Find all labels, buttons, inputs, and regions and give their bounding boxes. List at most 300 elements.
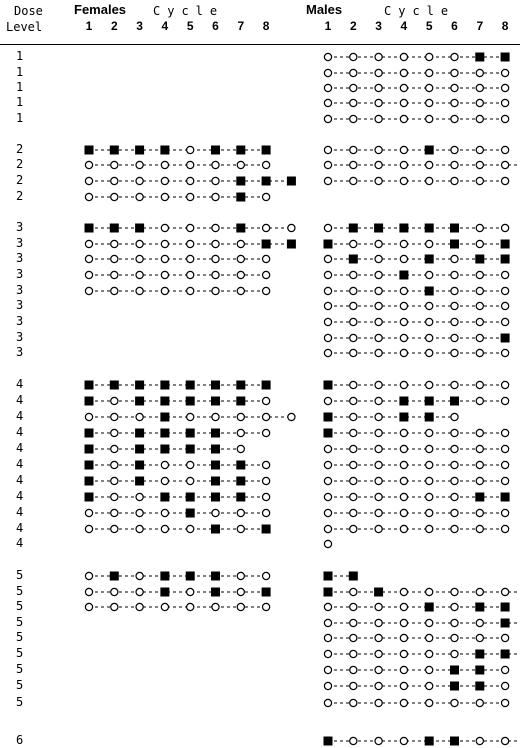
dose-level-value: 4 xyxy=(16,441,24,455)
female-filled-square-mark xyxy=(211,477,220,486)
dose-level-value: 2 xyxy=(16,157,24,171)
male-open-circle-mark xyxy=(375,413,382,420)
male-open-circle-mark xyxy=(324,177,331,184)
male-filled-square-mark xyxy=(475,682,484,691)
female-filled-square-mark xyxy=(85,477,94,486)
male-open-circle-mark xyxy=(350,666,357,673)
male-open-circle-mark xyxy=(400,177,407,184)
male-filled-square-mark xyxy=(425,397,434,406)
male-open-circle-mark xyxy=(324,445,331,452)
male-open-circle-mark xyxy=(476,349,483,356)
female-open-circle-mark xyxy=(187,461,194,468)
male-open-circle-mark xyxy=(426,115,433,122)
male-filled-square-mark xyxy=(475,666,484,675)
male-open-circle-mark xyxy=(426,445,433,452)
male-open-circle-mark xyxy=(502,682,509,689)
male-open-circle-mark xyxy=(400,240,407,247)
female-filled-square-mark xyxy=(85,381,94,390)
male-open-circle-mark xyxy=(451,84,458,91)
dose-level-value: 4 xyxy=(16,425,24,439)
female-open-circle-mark xyxy=(263,397,270,404)
female-filled-square-mark xyxy=(262,588,271,597)
female-filled-square-mark xyxy=(160,445,169,454)
male-open-circle-mark xyxy=(350,84,357,91)
dose-level-value: 3 xyxy=(16,251,24,265)
male-open-circle-mark xyxy=(502,397,509,404)
male-open-circle-mark xyxy=(426,302,433,309)
female-open-circle-mark xyxy=(263,477,270,484)
male-open-circle-mark xyxy=(502,381,509,388)
male-open-circle-mark xyxy=(426,99,433,106)
male-open-circle-mark xyxy=(324,146,331,153)
male-open-circle-mark xyxy=(400,349,407,356)
female-open-circle-mark xyxy=(263,572,270,579)
dose-level-value: 5 xyxy=(16,615,24,629)
female-open-circle-mark xyxy=(136,493,143,500)
male-open-circle-mark xyxy=(451,699,458,706)
male-open-circle-mark xyxy=(426,177,433,184)
males-cycle-number: 8 xyxy=(501,19,509,33)
male-open-circle-mark xyxy=(324,525,331,532)
males-cycle-number: 4 xyxy=(400,19,408,33)
male-filled-square-mark xyxy=(399,271,408,280)
male-open-circle-mark xyxy=(375,603,382,610)
male-open-circle-mark xyxy=(350,445,357,452)
female-open-circle-mark xyxy=(187,477,194,484)
male-open-circle-mark xyxy=(476,84,483,91)
male-filled-square-mark xyxy=(324,413,333,422)
male-open-circle-mark xyxy=(451,493,458,500)
female-filled-square-mark xyxy=(135,146,144,155)
male-open-circle-mark xyxy=(350,240,357,247)
female-open-circle-mark xyxy=(85,177,92,184)
male-open-circle-mark xyxy=(451,588,458,595)
female-open-circle-mark xyxy=(263,224,270,231)
female-open-circle-mark xyxy=(136,161,143,168)
female-open-circle-mark xyxy=(187,525,194,532)
female-filled-square-mark xyxy=(211,572,220,581)
male-open-circle-mark xyxy=(350,53,357,60)
female-open-circle-mark xyxy=(85,193,92,200)
male-open-circle-mark xyxy=(426,525,433,532)
male-open-circle-mark xyxy=(426,334,433,341)
male-open-circle-mark xyxy=(502,477,509,484)
male-open-circle-mark xyxy=(476,161,483,168)
male-open-circle-mark xyxy=(375,397,382,404)
male-open-circle-mark xyxy=(502,318,509,325)
female-filled-square-mark xyxy=(211,146,220,155)
female-open-circle-mark xyxy=(85,525,92,532)
male-open-circle-mark xyxy=(476,271,483,278)
male-open-circle-mark xyxy=(400,619,407,626)
male-open-circle-mark xyxy=(375,429,382,436)
male-open-circle-mark xyxy=(502,287,509,294)
male-open-circle-mark xyxy=(350,493,357,500)
female-open-circle-mark xyxy=(237,509,244,516)
male-open-circle-mark xyxy=(350,461,357,468)
female-open-circle-mark xyxy=(237,287,244,294)
male-open-circle-mark xyxy=(350,477,357,484)
dose-level-value: 3 xyxy=(16,298,24,312)
females-cycle-number: 7 xyxy=(237,19,245,33)
male-open-circle-mark xyxy=(375,445,382,452)
male-open-circle-mark xyxy=(400,525,407,532)
male-open-circle-mark xyxy=(375,682,382,689)
male-open-circle-mark xyxy=(426,509,433,516)
male-open-circle-mark xyxy=(451,525,458,532)
female-open-circle-mark xyxy=(263,161,270,168)
male-open-circle-mark xyxy=(350,682,357,689)
male-open-circle-mark xyxy=(375,334,382,341)
female-filled-square-mark xyxy=(262,381,271,390)
female-open-circle-mark xyxy=(288,224,295,231)
male-open-circle-mark xyxy=(350,99,357,106)
male-open-circle-mark xyxy=(502,84,509,91)
female-open-circle-mark xyxy=(111,445,118,452)
females-cycle-number: 4 xyxy=(161,19,169,33)
male-open-circle-mark xyxy=(502,224,509,231)
male-open-circle-mark xyxy=(451,53,458,60)
male-filled-square-mark xyxy=(450,240,459,249)
male-open-circle-mark xyxy=(426,318,433,325)
male-open-circle-mark xyxy=(375,634,382,641)
male-open-circle-mark xyxy=(476,99,483,106)
female-filled-square-mark xyxy=(160,146,169,155)
male-open-circle-mark xyxy=(502,429,509,436)
female-filled-square-mark xyxy=(135,461,144,470)
male-open-circle-mark xyxy=(350,509,357,516)
female-open-circle-mark xyxy=(161,161,168,168)
dose-level-value: 3 xyxy=(16,330,24,344)
dose-level-value: 6 xyxy=(16,733,24,747)
female-filled-square-mark xyxy=(211,588,220,597)
female-open-circle-mark xyxy=(212,161,219,168)
male-open-circle-mark xyxy=(400,588,407,595)
male-filled-square-mark xyxy=(349,255,358,264)
male-open-circle-mark xyxy=(350,381,357,388)
male-open-circle-mark xyxy=(451,287,458,294)
male-open-circle-mark xyxy=(324,619,331,626)
male-open-circle-mark xyxy=(451,177,458,184)
female-filled-square-mark xyxy=(186,445,195,454)
dose-level-value: 1 xyxy=(16,111,24,125)
males-cycle-number: 5 xyxy=(425,19,433,33)
male-open-circle-mark xyxy=(350,334,357,341)
male-filled-square-mark xyxy=(349,572,358,581)
dose-level-value: 1 xyxy=(16,95,24,109)
male-open-circle-mark xyxy=(324,477,331,484)
male-open-circle-mark xyxy=(502,161,509,168)
female-open-circle-mark xyxy=(212,193,219,200)
male-open-circle-mark xyxy=(476,240,483,247)
males-header: Males xyxy=(306,2,343,17)
male-open-circle-mark xyxy=(476,146,483,153)
dose-level-value: 5 xyxy=(16,599,24,613)
female-filled-square-mark xyxy=(160,397,169,406)
female-open-circle-mark xyxy=(212,413,219,420)
female-open-circle-mark xyxy=(136,603,143,610)
female-open-circle-mark xyxy=(136,287,143,294)
female-filled-square-mark xyxy=(85,397,94,406)
male-filled-square-mark xyxy=(450,397,459,406)
female-open-circle-mark xyxy=(111,255,118,262)
female-open-circle-mark xyxy=(111,271,118,278)
male-open-circle-mark xyxy=(400,634,407,641)
male-open-circle-mark xyxy=(400,381,407,388)
male-open-circle-mark xyxy=(476,334,483,341)
female-open-circle-mark xyxy=(212,177,219,184)
females-cycle-header: Cycle xyxy=(153,4,225,18)
male-open-circle-mark xyxy=(476,69,483,76)
female-filled-square-mark xyxy=(110,381,119,390)
female-open-circle-mark xyxy=(263,429,270,436)
female-filled-square-mark xyxy=(211,381,220,390)
male-open-circle-mark xyxy=(476,115,483,122)
female-open-circle-mark xyxy=(111,477,118,484)
male-open-circle-mark xyxy=(400,445,407,452)
female-open-circle-mark xyxy=(111,413,118,420)
female-open-circle-mark xyxy=(111,461,118,468)
male-open-circle-mark xyxy=(324,318,331,325)
male-open-circle-mark xyxy=(400,302,407,309)
male-open-circle-mark xyxy=(426,461,433,468)
male-open-circle-mark xyxy=(476,177,483,184)
male-open-circle-mark xyxy=(375,349,382,356)
female-open-circle-mark xyxy=(237,603,244,610)
male-open-circle-mark xyxy=(400,84,407,91)
female-open-circle-mark xyxy=(237,429,244,436)
male-open-circle-mark xyxy=(375,255,382,262)
male-filled-square-mark xyxy=(501,619,510,628)
female-open-circle-mark xyxy=(263,271,270,278)
male-open-circle-mark xyxy=(324,271,331,278)
female-filled-square-mark xyxy=(211,445,220,454)
female-filled-square-mark xyxy=(186,397,195,406)
female-open-circle-mark xyxy=(212,287,219,294)
male-open-circle-mark xyxy=(350,429,357,436)
male-open-circle-mark xyxy=(502,349,509,356)
male-open-circle-mark xyxy=(400,699,407,706)
male-open-circle-mark xyxy=(451,161,458,168)
female-open-circle-mark xyxy=(161,193,168,200)
male-open-circle-mark xyxy=(451,381,458,388)
dose-level-value: 5 xyxy=(16,584,24,598)
female-open-circle-mark xyxy=(187,146,194,153)
male-open-circle-mark xyxy=(400,318,407,325)
male-open-circle-mark xyxy=(324,509,331,516)
female-open-circle-mark xyxy=(85,240,92,247)
male-open-circle-mark xyxy=(375,69,382,76)
females-cycle-number: 3 xyxy=(136,19,143,33)
female-filled-square-mark xyxy=(110,224,119,233)
female-filled-square-mark xyxy=(186,381,195,390)
male-open-circle-mark xyxy=(451,445,458,452)
male-filled-square-mark xyxy=(450,737,459,746)
female-filled-square-mark xyxy=(211,429,220,438)
dose-level-value: 4 xyxy=(16,489,24,503)
males-cycle-number: 1 xyxy=(324,19,332,33)
male-open-circle-mark xyxy=(426,53,433,60)
female-open-circle-mark xyxy=(263,255,270,262)
female-open-circle-mark xyxy=(187,224,194,231)
male-filled-square-mark xyxy=(475,493,484,502)
female-open-circle-mark xyxy=(187,603,194,610)
male-open-circle-mark xyxy=(451,318,458,325)
male-open-circle-mark xyxy=(426,650,433,657)
female-open-circle-mark xyxy=(136,525,143,532)
dose-level-value: 2 xyxy=(16,142,24,156)
dose-level-value: 4 xyxy=(16,409,24,423)
dose-level-value: 5 xyxy=(16,662,24,676)
male-open-circle-mark xyxy=(375,146,382,153)
female-open-circle-mark xyxy=(212,224,219,231)
dose-level-value: 2 xyxy=(16,173,24,187)
male-open-circle-mark xyxy=(375,381,382,388)
female-open-circle-mark xyxy=(111,493,118,500)
male-open-circle-mark xyxy=(375,477,382,484)
male-open-circle-mark xyxy=(350,287,357,294)
male-open-circle-mark xyxy=(451,619,458,626)
female-open-circle-mark xyxy=(136,572,143,579)
female-filled-square-mark xyxy=(135,397,144,406)
male-filled-square-mark xyxy=(425,413,434,422)
male-filled-square-mark xyxy=(450,224,459,233)
male-open-circle-mark xyxy=(375,650,382,657)
female-open-circle-mark xyxy=(161,509,168,516)
male-open-circle-mark xyxy=(400,69,407,76)
male-filled-square-mark xyxy=(450,666,459,675)
dose-level-value: 1 xyxy=(16,49,24,63)
female-filled-square-mark xyxy=(85,445,94,454)
male-open-circle-mark xyxy=(426,634,433,641)
dose-level-value: 3 xyxy=(16,314,24,328)
female-filled-square-mark xyxy=(211,525,220,534)
male-open-circle-mark xyxy=(426,699,433,706)
female-filled-square-mark xyxy=(236,193,245,202)
male-open-circle-mark xyxy=(400,666,407,673)
male-open-circle-mark xyxy=(350,161,357,168)
male-open-circle-mark xyxy=(426,381,433,388)
female-filled-square-mark xyxy=(110,572,119,581)
male-filled-square-mark xyxy=(324,572,333,581)
female-open-circle-mark xyxy=(237,413,244,420)
male-open-circle-mark xyxy=(476,318,483,325)
female-open-circle-mark xyxy=(136,588,143,595)
female-open-circle-mark xyxy=(111,177,118,184)
male-open-circle-mark xyxy=(375,619,382,626)
female-filled-square-mark xyxy=(110,146,119,155)
dose-level-value: 5 xyxy=(16,646,24,660)
female-open-circle-mark xyxy=(187,255,194,262)
female-filled-square-mark xyxy=(160,588,169,597)
male-filled-square-mark xyxy=(425,603,434,612)
male-open-circle-mark xyxy=(502,525,509,532)
male-filled-square-mark xyxy=(501,53,510,62)
female-filled-square-mark xyxy=(236,493,245,502)
male-open-circle-mark xyxy=(502,588,509,595)
male-open-circle-mark xyxy=(426,161,433,168)
male-filled-square-mark xyxy=(501,650,510,659)
male-open-circle-mark xyxy=(502,699,509,706)
female-open-circle-mark xyxy=(187,287,194,294)
male-open-circle-mark xyxy=(375,177,382,184)
male-open-circle-mark xyxy=(350,397,357,404)
female-filled-square-mark xyxy=(135,429,144,438)
male-open-circle-mark xyxy=(502,271,509,278)
female-open-circle-mark xyxy=(136,255,143,262)
female-open-circle-mark xyxy=(136,413,143,420)
male-open-circle-mark xyxy=(400,493,407,500)
male-filled-square-mark xyxy=(501,493,510,502)
male-open-circle-mark xyxy=(451,650,458,657)
male-filled-square-mark xyxy=(425,255,434,264)
female-open-circle-mark xyxy=(212,271,219,278)
female-open-circle-mark xyxy=(288,413,295,420)
male-open-circle-mark xyxy=(324,397,331,404)
female-open-circle-mark xyxy=(187,588,194,595)
male-open-circle-mark xyxy=(324,461,331,468)
male-open-circle-mark xyxy=(426,493,433,500)
male-open-circle-mark xyxy=(426,349,433,356)
female-filled-square-mark xyxy=(236,477,245,486)
male-open-circle-mark xyxy=(375,493,382,500)
female-filled-square-mark xyxy=(287,240,296,249)
male-open-circle-mark xyxy=(451,413,458,420)
male-filled-square-mark xyxy=(475,650,484,659)
male-open-circle-mark xyxy=(350,619,357,626)
males-cycle-number: 2 xyxy=(349,19,357,33)
male-open-circle-mark xyxy=(324,682,331,689)
female-open-circle-mark xyxy=(85,588,92,595)
dose-level-value: 5 xyxy=(16,678,24,692)
male-open-circle-mark xyxy=(426,588,433,595)
male-open-circle-mark xyxy=(350,603,357,610)
females-header: Females xyxy=(74,2,127,17)
male-open-circle-mark xyxy=(476,699,483,706)
male-open-circle-mark xyxy=(375,666,382,673)
male-open-circle-mark xyxy=(426,619,433,626)
males-cycle-number: 7 xyxy=(476,19,484,33)
male-open-circle-mark xyxy=(502,99,509,106)
female-filled-square-mark xyxy=(186,429,195,438)
male-open-circle-mark xyxy=(324,603,331,610)
dose-level-value: 3 xyxy=(16,345,24,359)
male-open-circle-mark xyxy=(400,477,407,484)
female-open-circle-mark xyxy=(111,161,118,168)
male-open-circle-mark xyxy=(350,737,357,744)
female-open-circle-mark xyxy=(212,509,219,516)
male-open-circle-mark xyxy=(451,99,458,106)
dose-level-header-line1: Dose xyxy=(14,4,43,18)
female-open-circle-mark xyxy=(161,224,168,231)
males-cycle-header: Cycle xyxy=(384,4,456,18)
male-open-circle-mark xyxy=(350,634,357,641)
male-open-circle-mark xyxy=(426,682,433,689)
dose-level-value: 4 xyxy=(16,473,24,487)
male-open-circle-mark xyxy=(451,349,458,356)
male-open-circle-mark xyxy=(350,302,357,309)
male-open-circle-mark xyxy=(375,525,382,532)
male-open-circle-mark xyxy=(476,381,483,388)
male-filled-square-mark xyxy=(501,334,510,343)
female-filled-square-mark xyxy=(262,240,271,249)
male-open-circle-mark xyxy=(451,334,458,341)
female-open-circle-mark xyxy=(111,429,118,436)
dose-level-value: 3 xyxy=(16,283,24,297)
female-filled-square-mark xyxy=(160,381,169,390)
male-open-circle-mark xyxy=(400,99,407,106)
male-open-circle-mark xyxy=(375,461,382,468)
